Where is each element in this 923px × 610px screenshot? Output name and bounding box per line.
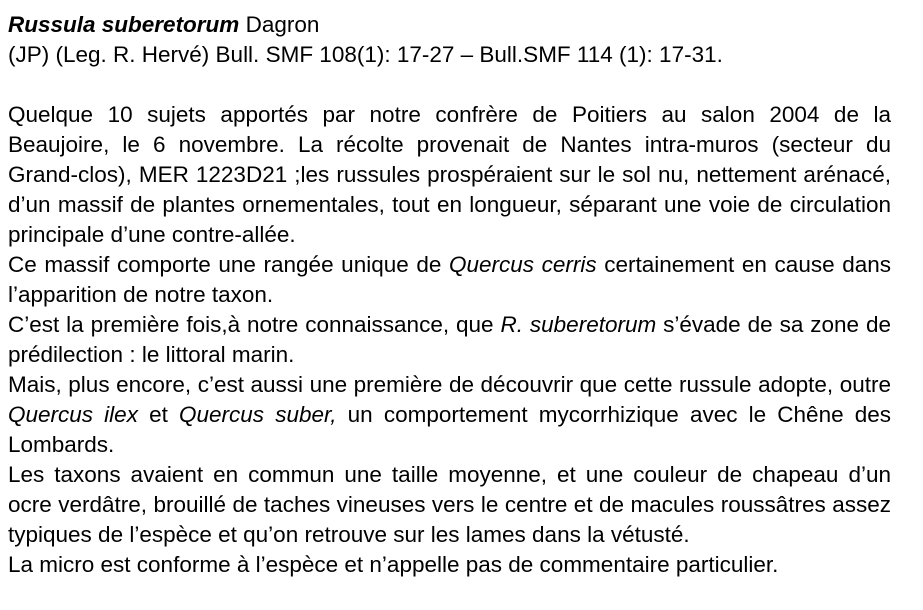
paragraph-text: un comportement mycorrhizique avec le Chêne des Lombards.	[8, 402, 892, 457]
species-name: Russula suberetorum	[8, 12, 240, 37]
paragraph-collection: Quelque 10 sujets apportés par notre confrère de Poitiers au salon 2004 de la Beaujoire, le 6 novembre. La récolte provenait de Nantes intra-muros (secteur du Grand-clos), MER 1223D21 ;les russules prospéraient sur le sol nu, nettement arénacé, d’un massif de plantes ornementales, tout en longueur, séparant une voie de circulation principale d’une contre-allée.	[8, 102, 891, 247]
paragraph-text: C’est la première fois,à notre connaissance, que	[8, 312, 501, 337]
paragraph-microscopy: La micro est conforme à l’espèce et n’appelle pas de commentaire particulier.	[8, 552, 779, 577]
paragraph-habitat	[8, 250, 891, 310]
species-heading	[8, 10, 891, 40]
paragraph-text: et	[137, 402, 180, 427]
taxon-name: Quercus suber,	[179, 402, 337, 427]
paragraph-text: s’évade de sa zone de prédilection : le littoral marin.	[8, 312, 892, 367]
taxon-name: Quercus cerris	[449, 252, 597, 277]
paragraph-text: certainement en cause dans l’apparition de notre taxon.	[8, 252, 891, 307]
paragraph-description: Les taxons avaient en commun une taille moyenne, et une couleur de chapeau d’un ocre verdâtre, brouillé de taches vineuses vers le centre et de macules roussâtres assez typiques de l’espèce et qu’on retrouve sur les lames dans la vétusté.	[8, 462, 891, 547]
taxon-name: R. suberetorum	[500, 312, 657, 337]
taxon-name: Quercus ilex	[8, 402, 138, 427]
paragraph-text: Mais, plus encore, c’est aussi une première de découvrir que cette russule adopte, outre	[8, 372, 891, 397]
species-author: Dagron	[245, 12, 320, 37]
paragraph-text: Ce massif comporte une rangée unique de	[8, 252, 449, 277]
paragraph-novelty	[8, 310, 891, 370]
bibliographic-reference: (JP) (Leg. R. Hervé) Bull. SMF 108(1): 17-27 – Bull.SMF 114 (1): 17-31.	[8, 42, 723, 67]
blank-line	[8, 70, 891, 100]
paragraph-mycorrhiza	[8, 370, 891, 460]
